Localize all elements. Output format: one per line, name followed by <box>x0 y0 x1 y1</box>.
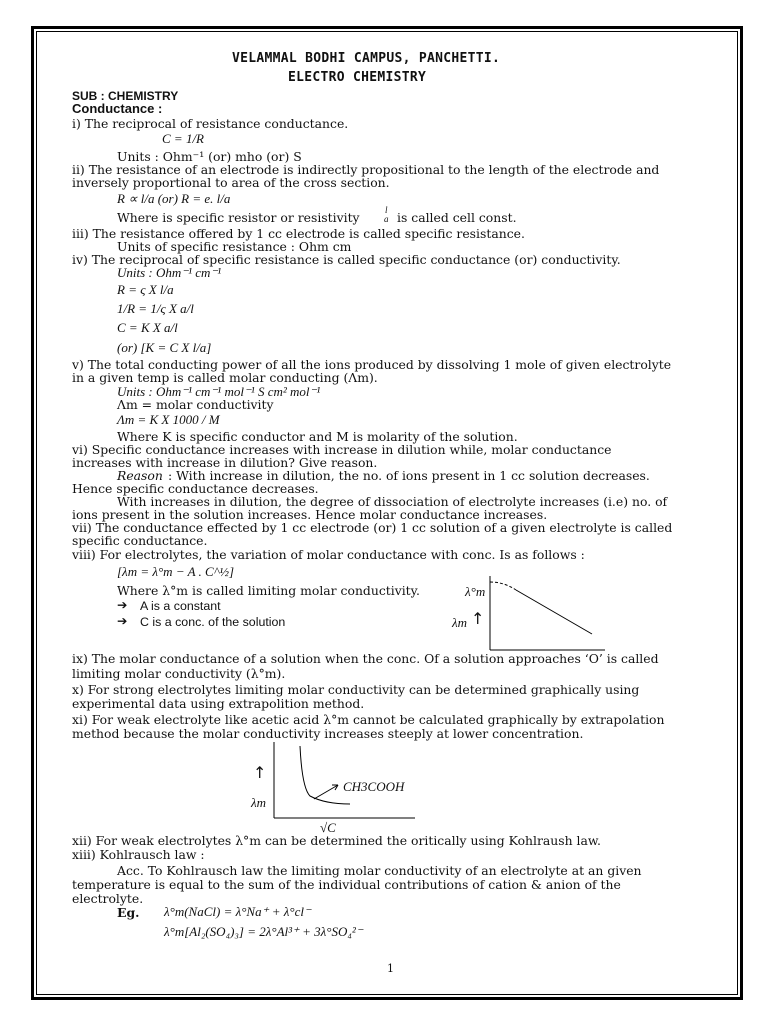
formula: [λm = λ°m − A . C^½] <box>117 564 235 579</box>
text-line: iii) The resistance offered by 1 cc electrode is called specific resistance. <box>72 226 525 241</box>
section-heading: Conductance : <box>72 101 163 116</box>
text-line: electrolyte. <box>72 891 144 906</box>
graph-x-label: √C <box>320 820 336 835</box>
text-line: xiii) Kohlrausch law : <box>72 847 205 862</box>
formula: (or) [K = C X l/a] <box>117 340 212 355</box>
text-line: Where is specific resistor or resistivity <box>117 210 360 225</box>
graph-y-label: λm <box>251 795 267 810</box>
text-line: temperature is equal to the sum of the individual contributions of cation & anion of the <box>72 877 621 892</box>
formula: 1/R = 1/ς X a/l <box>117 301 194 316</box>
arrow-bullet-icon: ➔ <box>117 613 128 628</box>
formula: Λm = K X 1000 / M <box>117 412 220 427</box>
text-line: iv) The reciprocal of specific resistance is called specific conductance (or) conductivity. <box>72 252 621 267</box>
up-arrow-icon: ↑ <box>253 763 267 782</box>
formula: R = ς X l/a <box>117 282 174 297</box>
text-line: Where K is specific conductor and M is molarity of the solution. <box>117 429 518 444</box>
text-line: i) The reciprocal of resistance conductance. <box>72 116 349 131</box>
text-line: xii) For weak electrolytes λ°m can be determined the oritically using Kohlraush law. <box>72 833 601 848</box>
formula: l a <box>384 205 389 224</box>
arrow-bullet-icon: ➔ <box>117 597 128 612</box>
subject-label: SUB : CHEMISTRY <box>72 89 179 103</box>
page-number: 1 <box>387 962 394 975</box>
text-line: is called cell const. <box>397 210 517 225</box>
text-line: A is a constant <box>140 599 221 613</box>
example-label: Eg. <box>117 905 140 920</box>
formula: C = K X a/l <box>117 320 178 335</box>
text-line: xi) For weak electrolyte like acetic acid λ°m cannot be calculated graphically by extrapolation <box>72 712 665 727</box>
graph-y-top-label: λ°m <box>465 584 486 599</box>
formula: λ°m(NaCl) = λ°Na⁺ + λ°cl⁻ <box>164 904 311 919</box>
text-line: Units of specific resistance : Ohm cm <box>117 239 352 254</box>
text-line: ions present in the solution increases. Hence molar conductance increases. <box>72 507 548 522</box>
text-line: inversely proportional to area of the cross section. <box>72 175 390 190</box>
formula: C = 1/R <box>162 131 204 146</box>
up-arrow-icon: ↑ <box>471 609 485 628</box>
text-line: v) The total conducting power of all the ions produced by dissolving 1 mole of given electrolyte <box>72 357 672 372</box>
text-line: increases with increase in dilution? Give reason. <box>72 455 378 470</box>
text-line: experimental data using extrapolition method. <box>72 696 365 711</box>
formula: Units : Ohm⁻¹ cm⁻¹ mol⁻¹ S cm² mol⁻¹ <box>117 384 321 399</box>
text-line: method because the molar conductivity increases steeply at lower concentration. <box>72 726 584 741</box>
text-line: C is a conc. of the solution <box>140 615 286 629</box>
text-line: viii) For electrolytes, the variation of molar conductance with conc. Is as follows : <box>72 547 585 562</box>
formula: λ°m[Al₂(SO₄)₃] = 2λ°Al³⁺ + 3λ°SO₄²⁻ <box>164 924 363 939</box>
text-line: x) For strong electrolytes limiting molar conductivity can be determined graphically using <box>72 682 640 697</box>
text-line: ix) The molar conductance of a solution when the conc. Of a solution approaches ‘O’ is called <box>72 651 659 666</box>
graph-curve-label: CH3COOH <box>343 779 405 794</box>
text-line: vi) Specific conductance increases with increase in dilution while, molar conductance <box>72 442 612 457</box>
text-line: Acc. To Kohlrausch law the limiting molar conductivity of an electrolyte at an given <box>117 863 642 878</box>
text-line: With increases in dilution, the degree of dissociation of electrolyte increases (i.e) no. of <box>117 494 668 509</box>
text-line: vii) The conductance effected by 1 cc electrode (or) 1 cc solution of a given electrolyte is called <box>72 520 673 535</box>
formula: R ∝ l/a (or) R = e. l/a <box>117 191 231 206</box>
text-line: in a given temp is called molar conducting (Λm). <box>72 370 378 385</box>
page-title: ELECTRO CHEMISTRY <box>288 70 427 85</box>
text-line: Λm = molar conductivity <box>117 397 274 412</box>
text-line: Units : Ohm⁻¹ (or) mho (or) S <box>117 149 302 164</box>
text-line: limiting molar conductivity (λ°m). <box>72 666 286 681</box>
text-line: Where λ°m is called limiting molar conductivity. <box>117 583 420 598</box>
text-line: : With increase in dilution, the no. of ions present in 1 cc solution decreases. <box>168 468 650 483</box>
text-line: Reason <box>117 468 163 483</box>
text-line: specific conductance. <box>72 533 208 548</box>
graph-y-label: λm <box>452 615 468 630</box>
school-name: VELAMMAL BODHI CAMPUS, PANCHETTI. <box>232 51 501 66</box>
text-line: ii) The resistance of an electrode is indirectly propositional to the length of the electrode and <box>72 162 660 177</box>
text-line: Hence specific conductance decreases. <box>72 481 319 496</box>
formula: Units : Ohm⁻¹ cm⁻¹ <box>117 265 222 280</box>
